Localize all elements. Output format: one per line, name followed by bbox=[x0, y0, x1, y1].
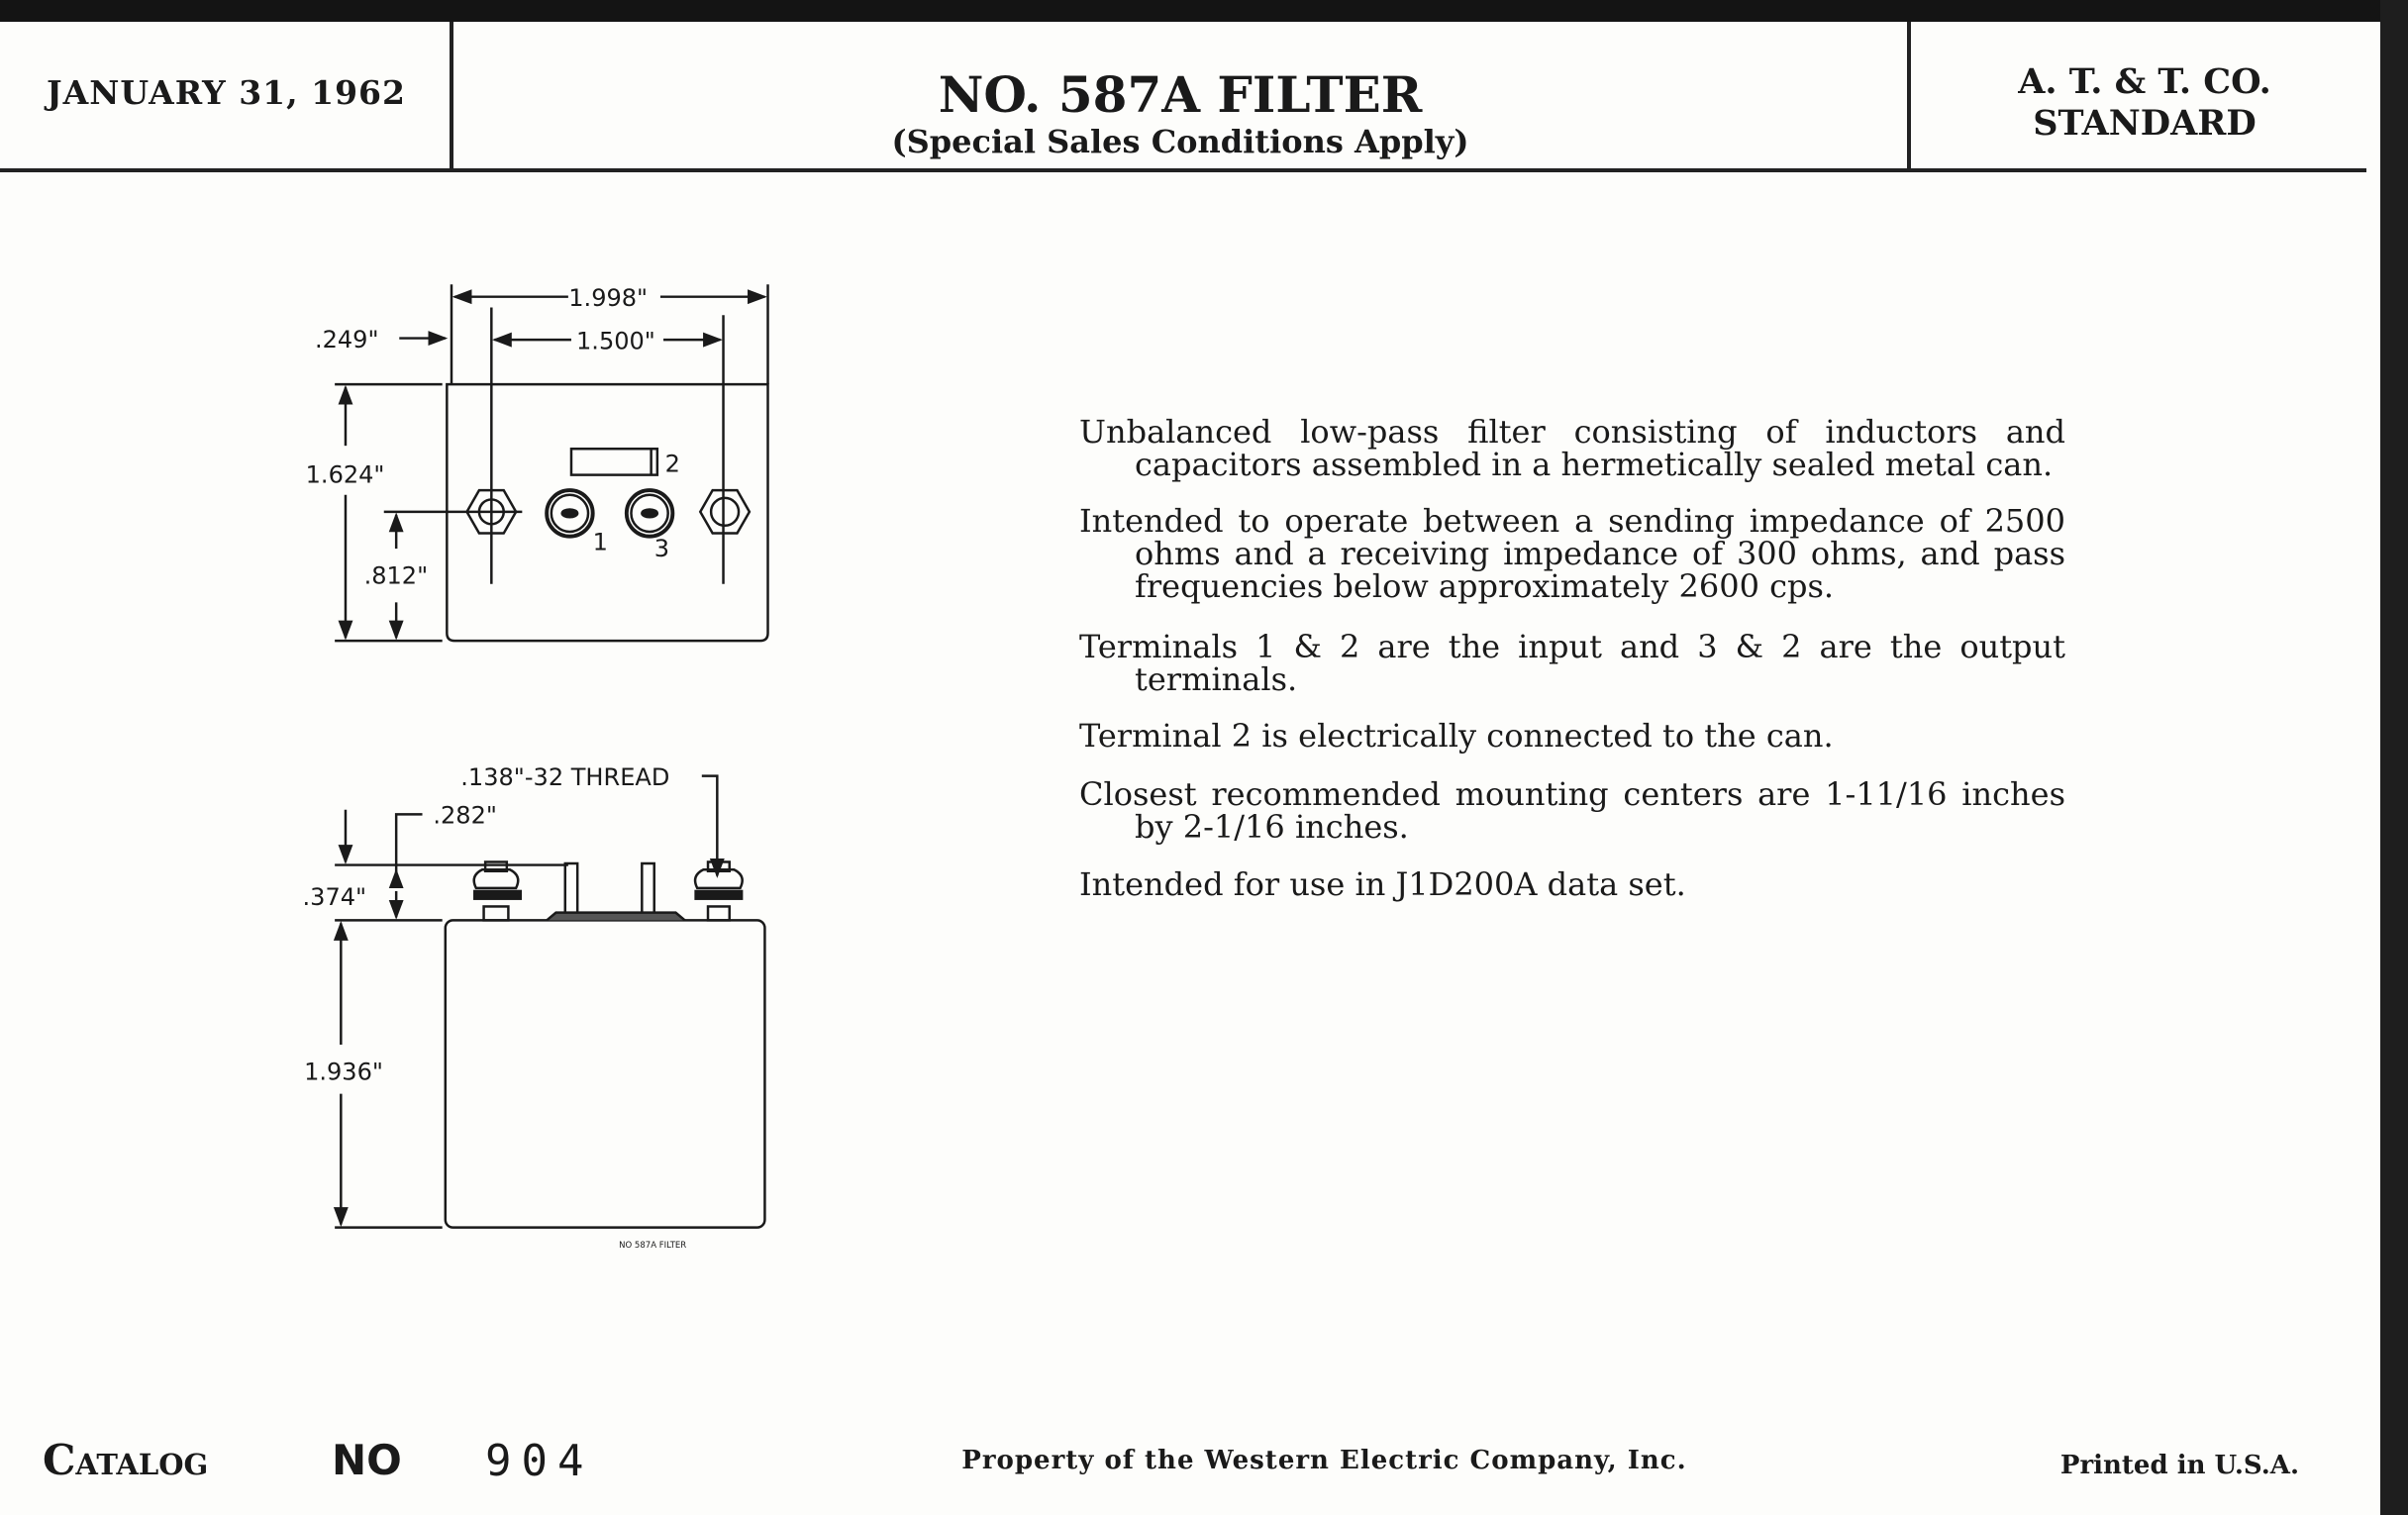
dim-stud-height: .374" bbox=[302, 882, 367, 911]
description-paragraph-4: Terminal 2 is electrically connected to the can. bbox=[1079, 717, 1834, 755]
description-paragraph-3: Terminals 1 & 2 are the input and 3 & 2 are the output terminals. bbox=[1079, 628, 2065, 698]
dim-thread: .138"-32 THREAD bbox=[460, 762, 670, 791]
can-side-outline bbox=[446, 920, 765, 1227]
property-notice: Property of the Western Electric Company, Inc. bbox=[961, 1446, 1687, 1475]
terminal-label-2: 2 bbox=[664, 450, 680, 478]
page-title: NO. 587A FILTER bbox=[938, 65, 1423, 124]
dim-pin-height: .282" bbox=[433, 801, 497, 830]
dim-terminal-spacing: 1.500" bbox=[576, 327, 655, 355]
description-paragraph-1: Unbalanced low-pass filter consisting of inductors and capacitors assembled in a hermetically sealed metal can. bbox=[1079, 413, 2065, 483]
can-marking: NO 587A FILTER bbox=[619, 1240, 687, 1251]
dim-height: 1.624" bbox=[305, 460, 385, 489]
issue-date: JANUARY 31, 1962 bbox=[47, 73, 406, 112]
dim-edge-offset: .249" bbox=[314, 325, 379, 354]
dim-can-height: 1.936" bbox=[304, 1058, 383, 1086]
dim-terminal-height: .812" bbox=[363, 561, 429, 590]
catalog-number: 904 bbox=[485, 1436, 594, 1486]
side-view-drawing bbox=[335, 776, 764, 1228]
description-paragraph-2: Intended to operate between a sending impedance of 2500 ohms and a receiving impedance of 300 ohms, and pass frequencies below approximately 2600 cps. bbox=[1079, 502, 2065, 605]
terminal-2-tab bbox=[571, 449, 657, 474]
dim-overall-width: 1.998" bbox=[568, 284, 649, 312]
catalog-label: Catalog bbox=[43, 1436, 209, 1484]
terminal-label-1: 1 bbox=[592, 528, 608, 556]
description-paragraph-5: Closest recommended mounting centers are 1-11/16 inches by 2-1/16 inches. bbox=[1079, 775, 2065, 846]
terminal-label-3: 3 bbox=[653, 534, 670, 562]
standard-line-1: A. T. & T. CO. bbox=[2018, 61, 2271, 102]
printed-notice: Printed in U.S.A. bbox=[2059, 1451, 2299, 1480]
stud-hex-right bbox=[700, 490, 750, 533]
standard-line-2: STANDARD bbox=[2033, 103, 2257, 144]
catalog-no-label: NO bbox=[332, 1436, 402, 1484]
page-subtitle: (Special Sales Conditions Apply) bbox=[891, 123, 1469, 160]
description-paragraph-6: Intended for use in J1D200A data set. bbox=[1079, 865, 1686, 903]
